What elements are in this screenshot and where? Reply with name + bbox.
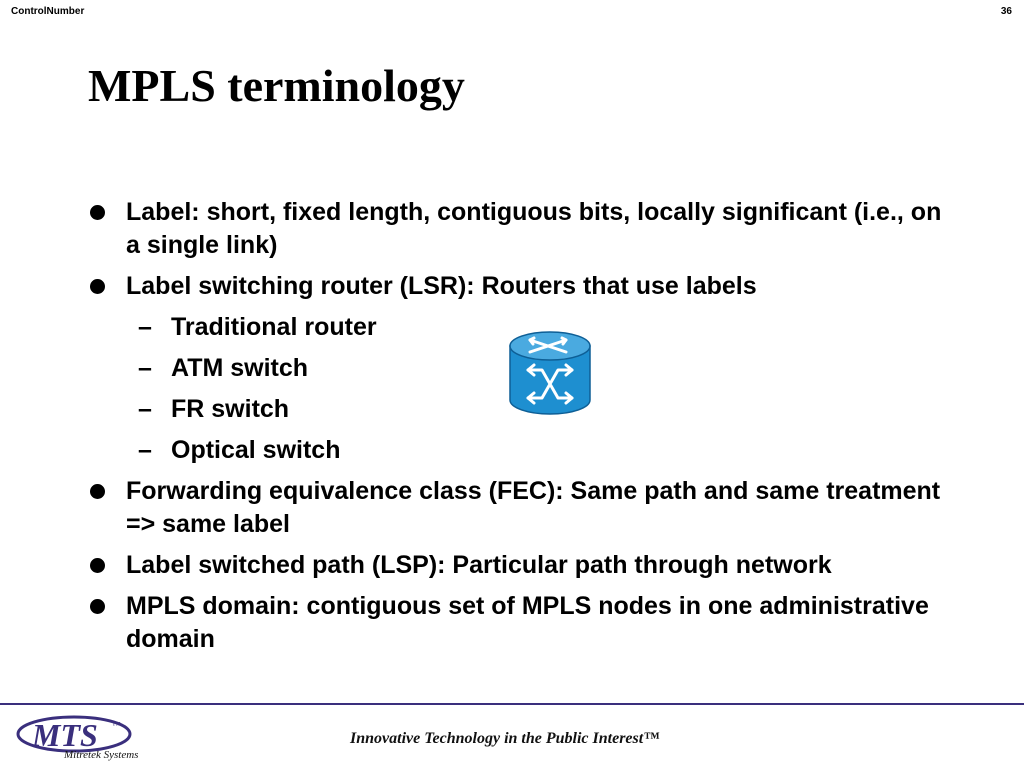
dash-marker: – <box>138 436 152 464</box>
atm-switch-icon <box>508 330 592 418</box>
sub-bullet-text: Optical switch <box>171 436 341 464</box>
sub-bullet-text: Traditional router <box>171 313 377 341</box>
logo-main: MTS <box>32 717 98 753</box>
footer-rule <box>0 703 1024 705</box>
bullet-item <box>88 590 948 656</box>
bullet-dot <box>90 558 105 573</box>
dash-marker: – <box>138 395 152 423</box>
bullet-text: Label: short, fixed length, contiguous bits, locally significant (i.e., on a single link) <box>126 198 942 259</box>
bullet-text: Label switching router (LSR): Routers that use labels <box>126 272 757 300</box>
sub-bullet-item <box>88 434 948 467</box>
bullet-dot <box>90 599 105 614</box>
sub-bullet-text: FR switch <box>171 395 290 423</box>
bullet-text: MPLS domain: contiguous set of MPLS nodes in one administrative domain <box>126 592 929 653</box>
bullet-list <box>88 196 948 664</box>
sub-bullet-text: ATM switch <box>171 354 309 382</box>
bullet-dot <box>90 484 105 499</box>
dash-marker: – <box>138 313 152 341</box>
footer-tagline: Innovative Technology in the Public Interest™ <box>350 730 660 747</box>
bullet-dot <box>90 279 105 294</box>
bullet-text: Forwarding equivalence class (FEC): Same path and same treatment => same label <box>126 477 941 538</box>
logo-tm: ™ <box>112 720 121 730</box>
bullet-dot <box>90 205 105 220</box>
bullet-item <box>88 270 948 303</box>
slide-title: MPLS terminology <box>88 60 465 111</box>
bullet-item <box>88 196 948 262</box>
bullet-item <box>88 549 948 582</box>
dash-marker: – <box>138 354 152 382</box>
logo-subtitle: Mitretek Systems <box>64 749 139 761</box>
bullet-item <box>88 475 948 541</box>
mts-logo <box>14 712 164 762</box>
bullet-text: Label switched path (LSP): Particular path through network <box>126 551 832 579</box>
control-number-label: ControlNumber <box>11 6 85 17</box>
page-number: 36 <box>1000 6 1012 17</box>
